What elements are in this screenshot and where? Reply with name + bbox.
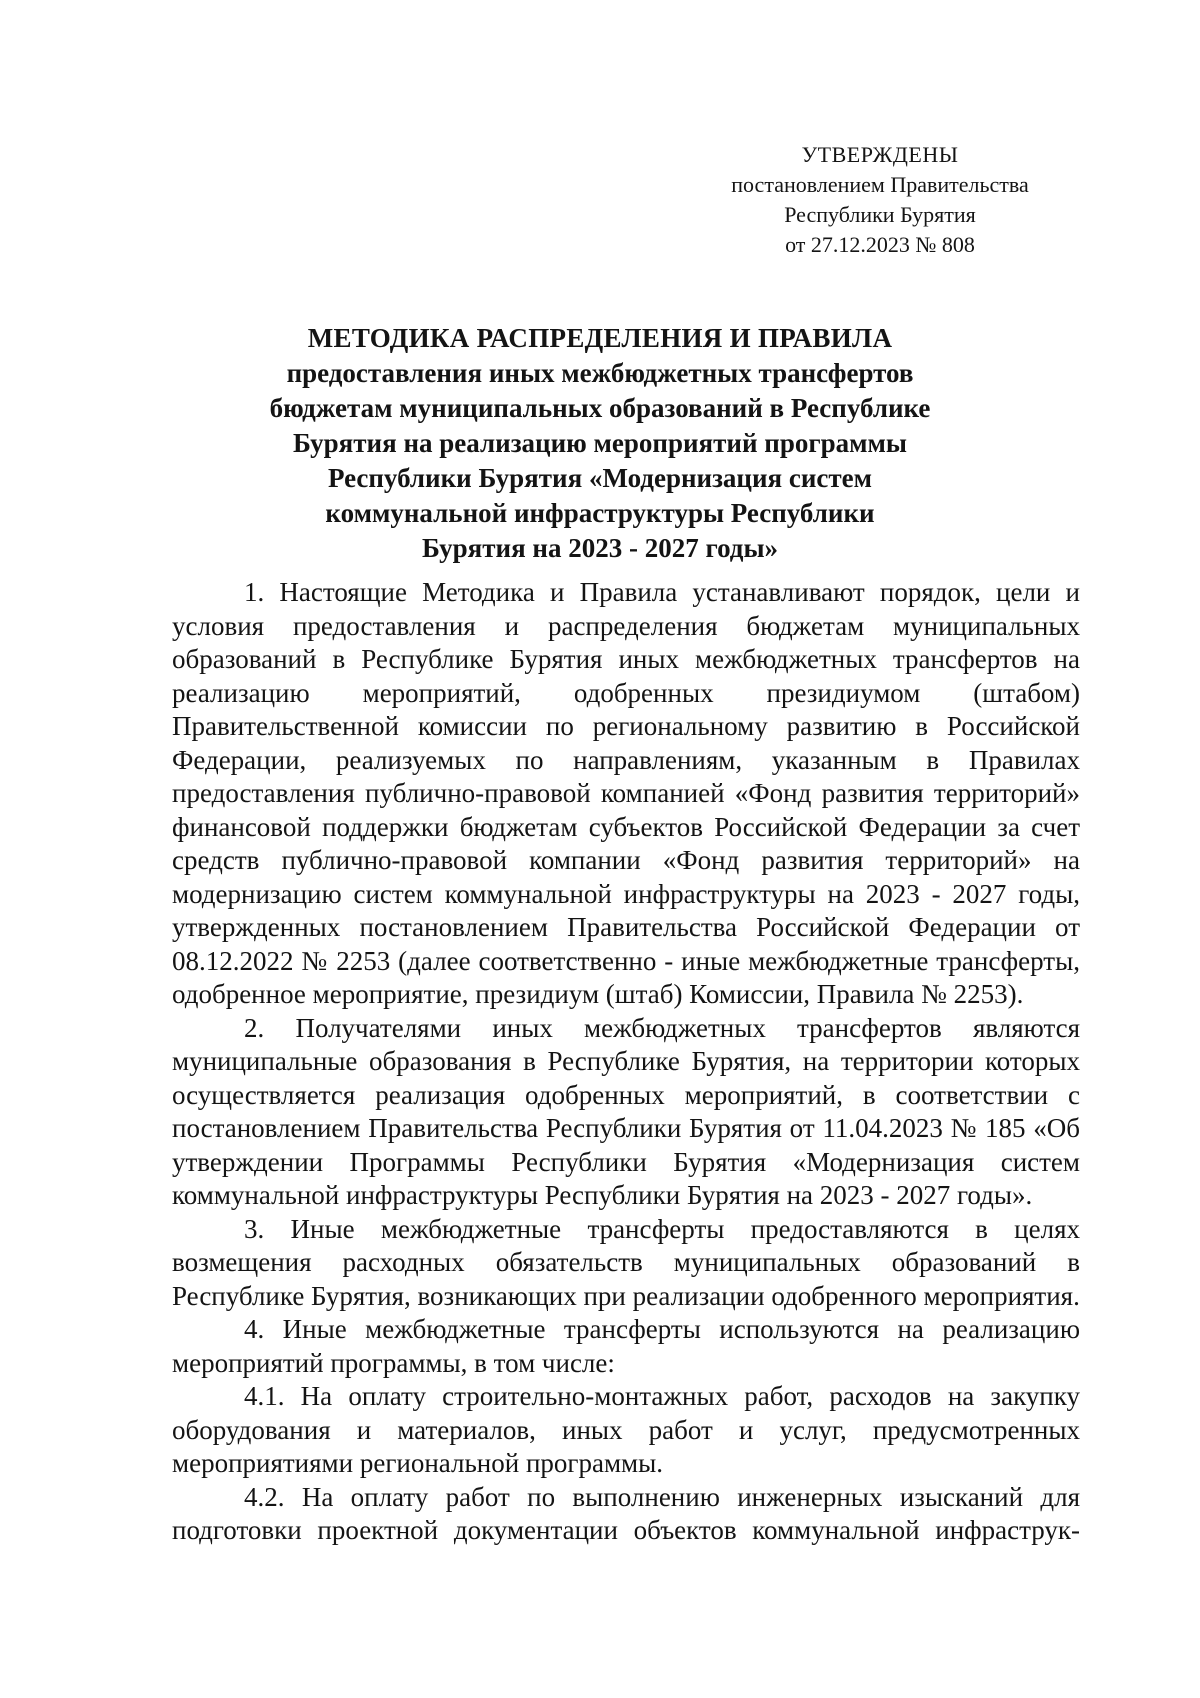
title-line: бюджетам муниципальных образований в Республике (269, 393, 931, 423)
title-main: МЕТОДИКА РАСПРЕДЕЛЕНИЯ И ПРАВИЛА (307, 323, 893, 353)
paragraph-4-1: 4.1. На оплату строительно-монтажных работ, расходов на закупку оборудования и материалов, иных работ и услуг, предусмотренных мероприятиями региональной программы. (172, 1381, 1080, 1478)
approval-date-number: от 27.12.2023 № 808 (785, 232, 975, 257)
paragraph-1: 1. Настоящие Методика и Правила устанавливают порядок, цели и условия предоставления и распределения бюджетам муниципальных образований в Республике Бурятия иных межбюджетных трансфертов на реализацию мероприятий, одобренных президиумом (штабом) Правительственной комиссии по региональному развитию в Российской Федерации, реализуемых по направлениям, указанным в Правилах предоставления публично-правовой компанией «Фонд развития территорий» финансовой поддержки бюджетам субъектов Российской Федерации за счет средств публично-правовой компании «Фонд развития территорий» на модернизацию систем коммунальной инфраструктуры на 2023 - 2027 годы, утвержденных постановлением Правительства Российской Федерации от 08.12.2022 № 2253 (далее соответственно - иные межбюджетные трансферты, одобренное мероприятие, президиум (штаб) Комиссии, Правила № 2253). (172, 577, 1080, 1009)
title-line: коммунальной инфраструктуры Республики (325, 498, 875, 528)
title-line: Республики Бурятия «Модернизация систем (327, 463, 873, 493)
paragraph-3: 3. Иные межбюджетные трансферты предоставляются в целях возмещения расходных обязательств муниципальных образований в Республике Бурятия, возникающих при реализации одобренного мероприятия. (172, 1213, 1080, 1311)
document-body (172, 576, 1080, 1548)
approval-heading: УТВЕРЖДЕНЫ (801, 142, 959, 167)
document-title (175, 321, 1025, 566)
paragraph-2: 2. Получателями иных межбюджетных трансфертов являются муниципальные образования в Республике Бурятия, на территории которых осуществляется реализация одобренных мероприятий, в соответствии с постановлением Правительства Республики Бурятия от 11.04.2023 № 185 «Об утверждении Программы Республики Бурятия «Модернизация систем коммунальной инфраструктуры Республики Бурятия на 2023 - 2027 годы». (172, 1012, 1080, 1210)
title-line: предоставления иных межбюджетных трансфертов (286, 358, 914, 388)
approval-line: постановлением Правительства (731, 172, 1029, 197)
approval-line: Республики Бурятия (784, 202, 976, 227)
title-line: Бурятия на 2023 - 2027 годы» (421, 533, 779, 563)
paragraph-4-2: 4.2. На оплату работ по выполнению инженерных изысканий для подготовки проектной документации объектов коммунальной инфраструк- (172, 1481, 1080, 1545)
title-line: Бурятия на реализацию мероприятий программы (292, 428, 908, 458)
approval-block (700, 140, 1060, 260)
paragraph-4: 4. Иные межбюджетные трансферты используются на реализацию мероприятий программы, в том числе: (172, 1314, 1080, 1378)
